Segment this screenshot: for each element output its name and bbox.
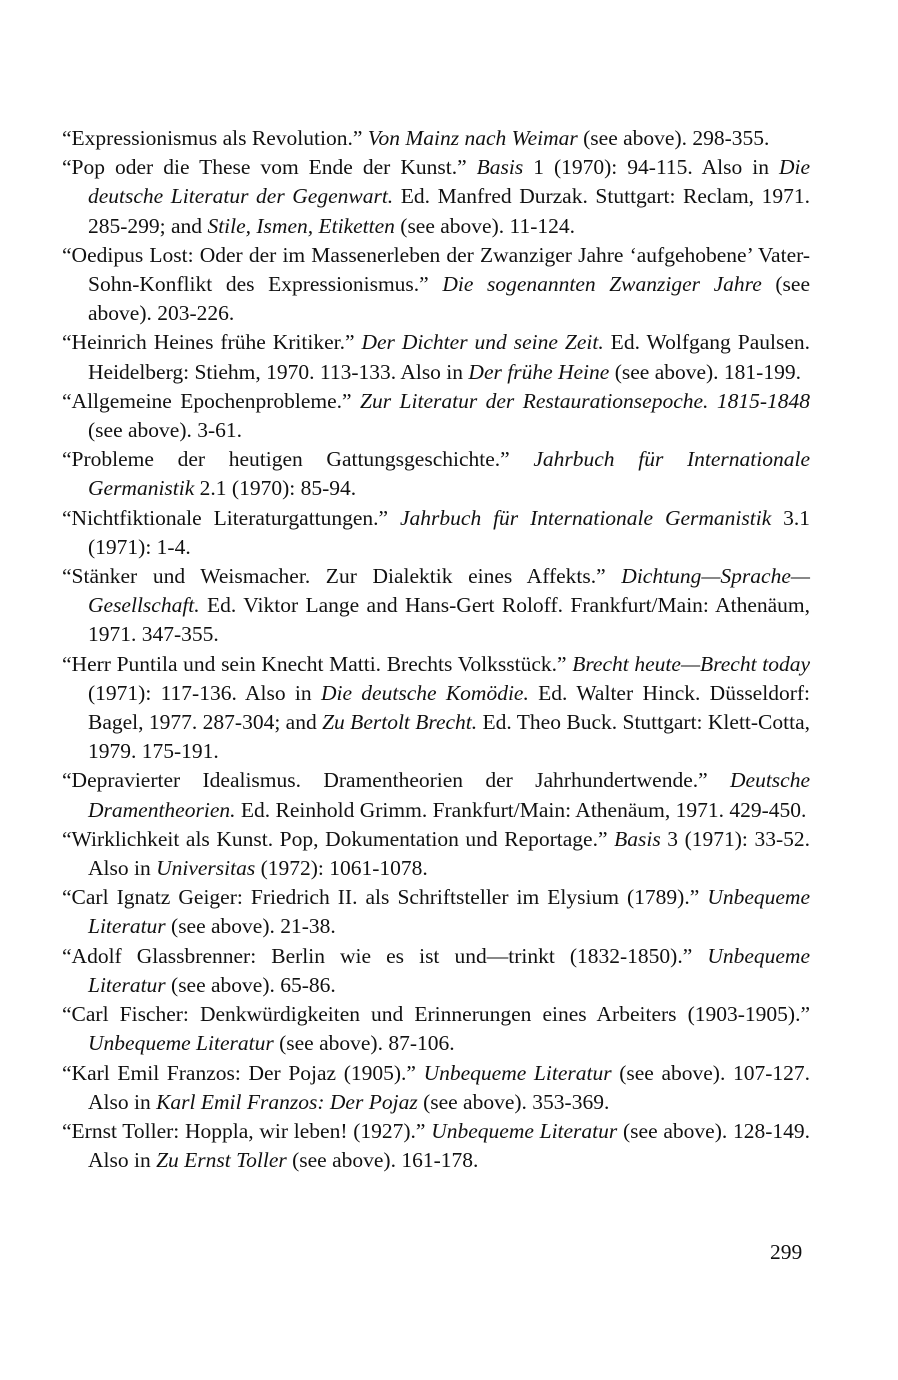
bibliography-entry: “Expressionismus als Revolution.” Von Mainz nach Weimar (see above). 298-355. bbox=[62, 126, 770, 150]
bibliography-entry: “Heinrich Heines frühe Kritiker.” Der Dichter und seine Zeit. Ed. Wolfgang Paulsen. Heidelberg: Stiehm, 1970. 113-133. Also in Der frühe Heine (see above). 181-199. bbox=[62, 330, 810, 384]
bibliography-entry: “Carl Fischer: Denkwürdigkeiten und Erinnerungen eines Arbeiters (1903-1905).” Unbequeme Literatur (see above). 87-106. bbox=[62, 1002, 810, 1056]
bibliography-entry: “Oedipus Lost: Oder der im Massenerleben der Zwanziger Jahre ‘aufgehobene’ Vater-Sohn-Konflikt des Expressionismus.” Die sogenannten Zwanziger Jahre (see above). 203-226. bbox=[62, 242, 810, 326]
bibliography-entry: “Adolf Glassbrenner: Berlin wie es ist und—trinkt (1832-1850).” Unbequeme Literatur (see above). 65-86. bbox=[62, 943, 810, 997]
bibliography-entry: “Carl Ignatz Geiger: Friedrich II. als Schriftsteller im Elysium (1789).” Unbequeme Literatur (see above). 21-38. bbox=[62, 885, 810, 939]
bibliography-entry: “Allgemeine Epochenprobleme.” Zur Literatur der Restaurationsepoche. 1815-1848 (see above). 3-61. bbox=[62, 388, 810, 443]
bibliography-entry: “Karl Emil Franzos: Der Pojaz (1905).” Unbequeme Literatur (see above). 107-127. Also in Karl Emil Franzos: Der Pojaz (see above). 353-369. bbox=[62, 1060, 810, 1114]
page-number: 299 bbox=[770, 1240, 803, 1264]
bibliography-entry: “Depravierter Idealismus. Dramentheorien der Jahrhundertwende.” Deutsche Dramentheorien. Ed. Reinhold Grimm. Frankfurt/Main: Athenäum, 1971. 429-450. bbox=[62, 768, 810, 822]
bibliography-list bbox=[62, 124, 810, 1175]
bibliography-entry: “Pop oder die These vom Ende der Kunst.” Basis 1 (1970): 94-115. Also in Die deutsche Literatur der Gegenwart. Ed. Manfred Durzak. Stuttgart: Reclam, 1971. 285-299; and Stile, Ismen, Etiketten (see above). 11-124. bbox=[62, 155, 811, 238]
bibliography-entry: “Nichtfiktionale Literaturgattungen.” Jahrbuch für Internationale Germanistik 3.1 (1971): 1-4. bbox=[62, 505, 811, 559]
bibliography-entry: “Stänker und Weismacher. Zur Dialektik eines Affekts.” Dichtung—Sprache—Gesellschaft. Ed. Viktor Lange and Hans-Gert Roloff. Frankfurt/Main: Athenäum, 1971. 347-355. bbox=[62, 564, 810, 647]
bibliography-entry: “Probleme der heutigen Gattungsgeschichte.” Jahrbuch für Internationale Germanistik 2.1 (1970): 85-94. bbox=[62, 447, 810, 501]
bibliography-entry: “Herr Puntila und sein Knecht Matti. Brechts Volksstück.” Brecht heute—Brecht today (1971): 117-136. Also in Die deutsche Komödie. Ed. Walter Hinck. Düsseldorf: Bagel, 1977. 287-304; and Zu Bertolt Brecht. Ed. Theo Buck. Stuttgart: Klett-Cotta, 1979. 175-191. bbox=[62, 651, 811, 764]
bibliography-entry: “Ernst Toller: Hoppla, wir leben! (1927).” Unbequeme Literatur (see above). 128-149. Also in Zu Ernst Toller (see above). 161-178. bbox=[62, 1118, 810, 1173]
bibliography-entry: “Wirklichkeit als Kunst. Pop, Dokumentation und Reportage.” Basis 3 (1971): 33-52. Also in Universitas (1972): 1061-1078. bbox=[62, 826, 811, 881]
